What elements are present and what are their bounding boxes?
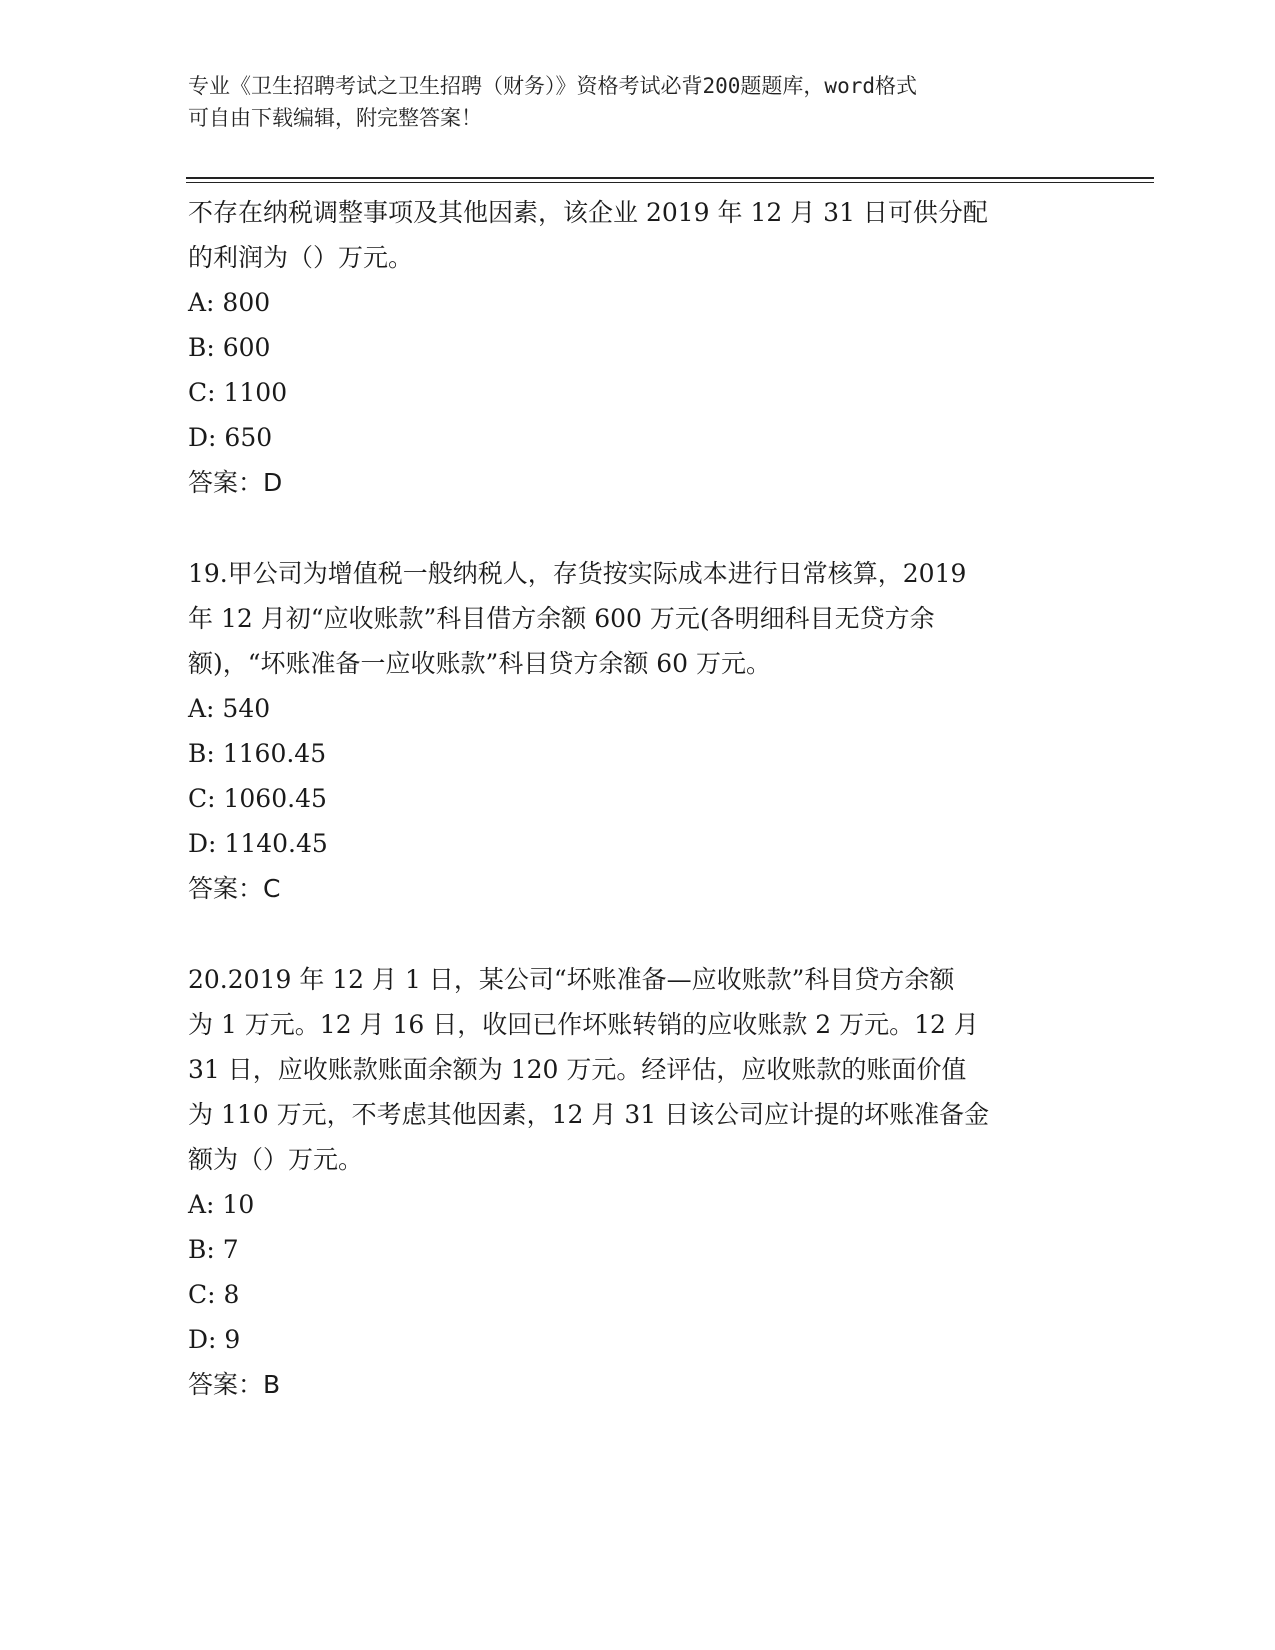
document-body <box>188 190 1088 1407</box>
option-d: D: 1140.45 <box>188 829 328 858</box>
header-rule-thin <box>186 182 1154 183</box>
question-19 <box>188 551 1088 911</box>
question-text-line: 19.甲公司为增值税一般纳税人，存货按实际成本进行日常核算，2019 <box>188 559 967 588</box>
option-c: C: 1060.45 <box>188 784 327 813</box>
question-text-line: 不存在纳税调整事项及其他因素，该企业 2019 年 12 月 31 日可供分配 <box>188 198 988 227</box>
question-18 <box>188 190 1088 505</box>
option-c: C: 1100 <box>188 378 288 407</box>
question-text-line: 年 12 月初“应收账款”科目借方余额 600 万元(各明细科目无贷方余 <box>188 604 935 633</box>
question-20 <box>188 957 1088 1407</box>
option-a: A: 800 <box>188 288 271 317</box>
question-text-line: 额)，“坏账准备一应收账款”科目贷方余额 60 万元。 <box>188 649 772 678</box>
question-spacer <box>188 911 1088 957</box>
document-header <box>188 70 1068 134</box>
option-b: B: 1160.45 <box>188 739 327 768</box>
header-rule-thick <box>186 177 1154 179</box>
option-d: D: 9 <box>188 1325 241 1354</box>
question-text-line: 为 1 万元。12 月 16 日，收回已作坏账转销的应收账款 2 万元。12 月 <box>188 1010 979 1039</box>
option-a: A: 10 <box>188 1190 255 1219</box>
answer-line: 答案：D <box>188 468 283 497</box>
header-line-2: 可自由下载编辑，附完整答案！ <box>188 106 482 130</box>
question-text-line: 额为（）万元。 <box>188 1145 364 1174</box>
question-text-line: 的利润为（）万元。 <box>188 243 414 272</box>
header-line-1: 专业《卫生招聘考试之卫生招聘（财务）》资格考试必背200题题库，word格式 <box>188 74 917 98</box>
question-text-line: 31 日，应收账款账面余额为 120 万元。经评估，应收账款的账面价值 <box>188 1055 967 1084</box>
option-b: B: 600 <box>188 333 271 362</box>
option-d: D: 650 <box>188 423 273 452</box>
answer-line: 答案：C <box>188 874 281 903</box>
question-spacer <box>188 505 1088 551</box>
option-b: B: 7 <box>188 1235 239 1264</box>
answer-line: 答案：B <box>188 1370 281 1399</box>
option-c: C: 8 <box>188 1280 240 1309</box>
question-text-line: 为 110 万元，不考虑其他因素，12 月 31 日该公司应计提的坏账准备金 <box>188 1100 990 1129</box>
option-a: A: 540 <box>188 694 271 723</box>
question-text-line: 20.2019 年 12 月 1 日，某公司“坏账准备—应收账款”科目贷方余额 <box>188 965 955 994</box>
